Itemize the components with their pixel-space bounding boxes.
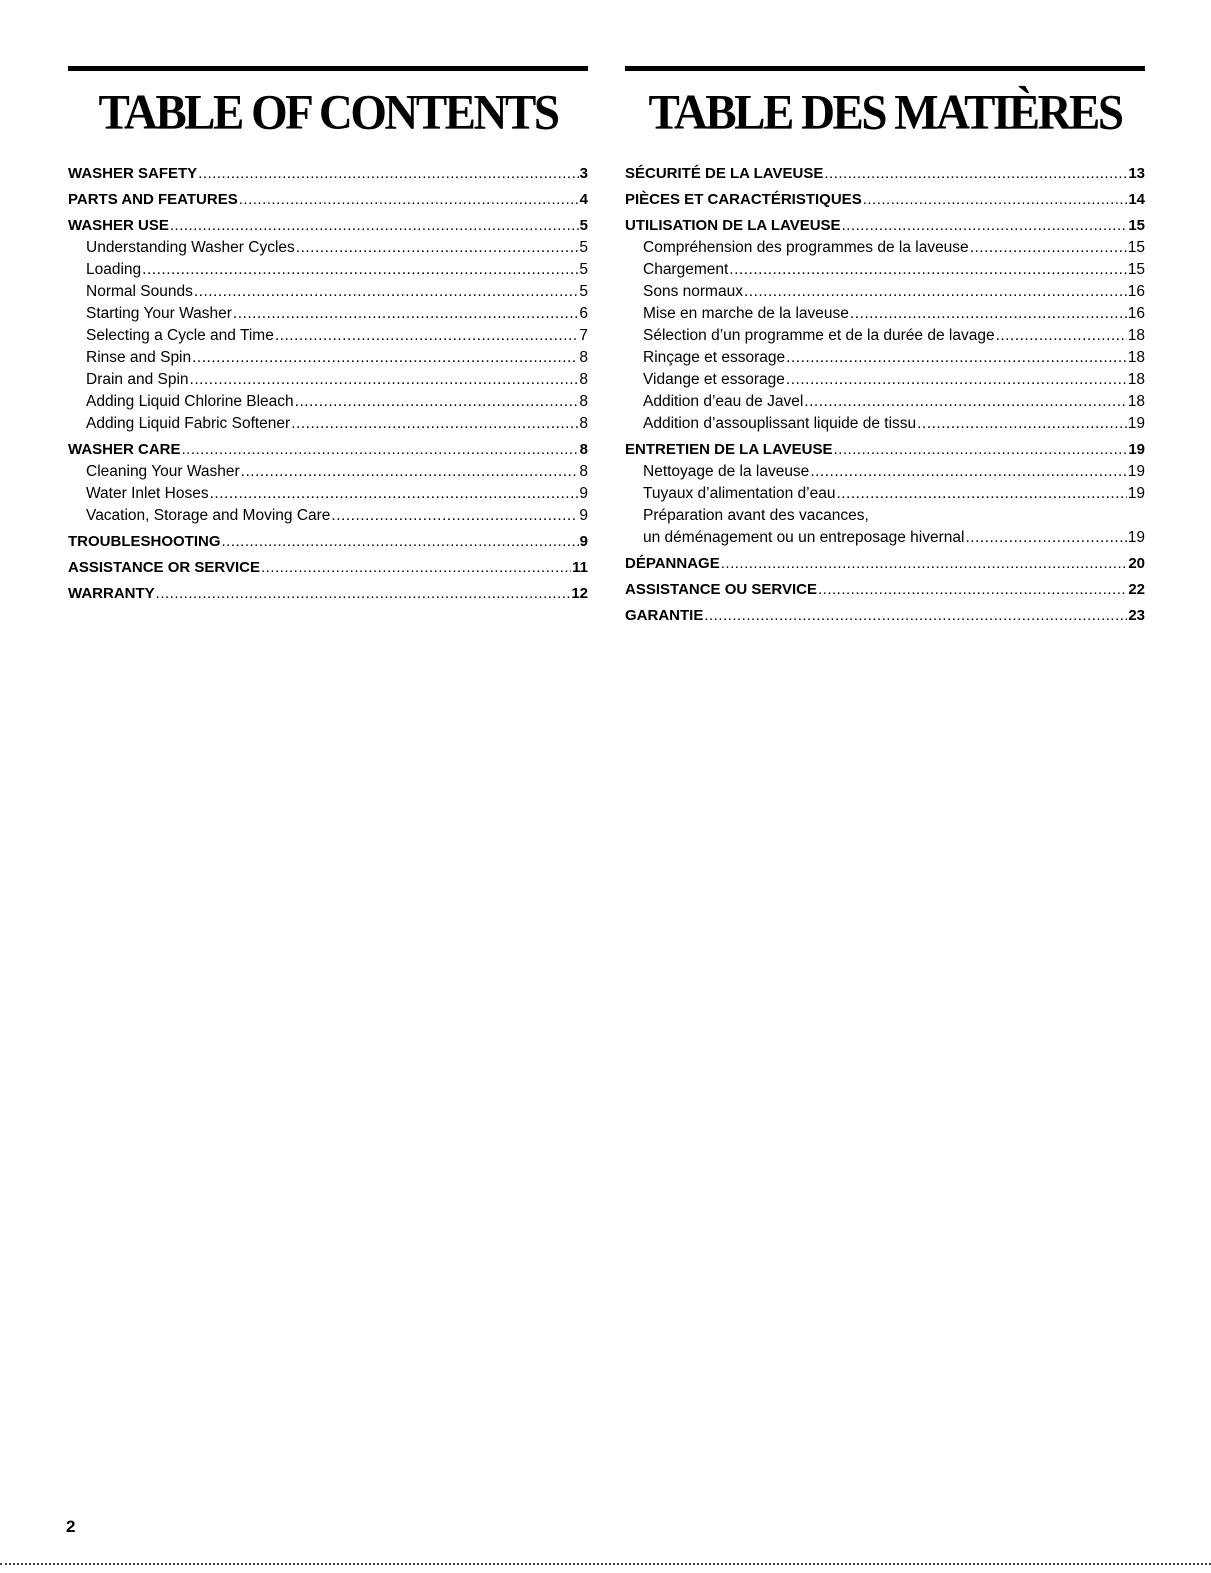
toc-entry-title: WASHER CARE	[68, 441, 181, 458]
dot-leader	[241, 461, 579, 483]
toc-entry-title: WASHER USE	[68, 217, 169, 234]
dot-leader	[818, 579, 1127, 601]
dot-leader	[917, 413, 1127, 435]
toc-subsection-entry	[625, 505, 1145, 527]
toc-subsection-entry	[625, 369, 1145, 391]
dot-leader	[198, 163, 578, 185]
toc-subsection-entry	[68, 347, 588, 369]
toc-subsection-entry	[68, 281, 588, 303]
toc-entry-page: 23	[1128, 607, 1145, 624]
toc-subsection-entry	[68, 413, 588, 435]
toc-entry-page: 8	[579, 463, 588, 480]
dot-leader	[863, 189, 1128, 211]
dot-leader	[786, 369, 1127, 391]
toc-entry-page: 19	[1127, 529, 1145, 546]
toc-entry-page: 8	[579, 371, 588, 388]
toc-section-entry	[68, 189, 588, 211]
toc-heading: TABLE DES MATIÈRES	[648, 85, 1122, 140]
toc-entry-title: Tuyaux d’alimentation d’eau	[643, 485, 836, 502]
toc-entry-title: Starting Your Washer	[86, 305, 232, 322]
heading-rule	[625, 66, 1145, 71]
toc-entry-page: 8	[579, 441, 588, 458]
toc-entry-title: Rinçage et essorage	[643, 349, 786, 366]
dot-leader	[804, 391, 1126, 413]
toc-entry-title: SÉCURITÉ DE LA LAVEUSE	[625, 165, 824, 182]
page-number: 2	[66, 1517, 76, 1536]
toc-entry-title: Rinse and Spin	[86, 349, 192, 366]
toc-subsection-entry	[68, 237, 588, 259]
toc-entry-page: 8	[579, 393, 588, 410]
dot-leader	[182, 439, 579, 461]
toc-section-entry	[68, 163, 588, 185]
heading-rule	[68, 66, 588, 71]
toc-entry-page: 12	[571, 585, 588, 602]
toc-subsection-entry	[625, 527, 1145, 549]
toc-subsection-entry	[68, 369, 588, 391]
toc-subsection-entry	[68, 325, 588, 347]
toc-subsection-entry	[68, 259, 588, 281]
toc-entry-page: 15	[1127, 239, 1145, 256]
toc-entry-page: 5	[579, 217, 588, 234]
toc-entry-title: Understanding Washer Cycles	[86, 239, 295, 256]
toc-entry-title: Selecting a Cycle and Time	[86, 327, 274, 344]
dot-leader	[296, 237, 579, 259]
toc-subsection-entry	[625, 237, 1145, 259]
toc-section-entry	[68, 531, 588, 553]
toc-entry-page: 3	[579, 165, 588, 182]
toc-entry-title: Water Inlet Hoses	[86, 485, 209, 502]
dot-leader	[965, 527, 1126, 549]
dot-leader	[704, 605, 1127, 627]
toc-section-entry	[625, 579, 1145, 601]
dot-leader	[142, 259, 578, 281]
toc-entry-page: 19	[1127, 463, 1145, 480]
dot-leader	[275, 325, 579, 347]
toc-entry-title: Compréhension des programmes de la laveuse	[643, 239, 969, 256]
toc-subsection-entry	[625, 413, 1145, 435]
toc-entry-title: WASHER SAFETY	[68, 165, 198, 182]
toc-list	[68, 163, 588, 605]
toc-section-entry	[625, 605, 1145, 627]
dot-leader	[824, 163, 1127, 185]
toc-entry-page: 8	[579, 349, 588, 366]
toc-entry-title: Chargement	[643, 261, 729, 278]
toc-entry-page: 9	[579, 533, 588, 550]
dot-leader	[261, 557, 571, 579]
dot-leader	[233, 303, 578, 325]
dot-leader	[834, 439, 1128, 461]
toc-entry-title: Adding Liquid Fabric Softener	[86, 415, 291, 432]
toc-subsection-entry	[625, 347, 1145, 369]
toc-entry-page: 5	[579, 261, 588, 278]
toc-entry-title: Vidange et essorage	[643, 371, 785, 388]
dot-leader	[192, 347, 578, 369]
toc-entry-title: Préparation avant des vacances,	[643, 507, 869, 524]
toc-entry-title: Loading	[86, 261, 142, 278]
toc-section-entry	[68, 215, 588, 237]
toc-entry-title: Drain and Spin	[86, 371, 189, 388]
toc-entry-title: Addition d’assouplissant liquide de tissu	[643, 415, 917, 432]
toc-entry-page: 9	[579, 507, 588, 524]
toc-entry-page: 15	[1128, 217, 1145, 234]
toc-entry-title: WARRANTY	[68, 585, 155, 602]
dot-leader	[190, 369, 579, 391]
toc-subsection-entry	[625, 259, 1145, 281]
toc-entry-page: 6	[579, 305, 588, 322]
toc-entry-title: DÉPANNAGE	[625, 555, 720, 572]
toc-subsection-entry	[68, 505, 588, 527]
toc-entry-page: 13	[1128, 165, 1145, 182]
toc-subsection-entry	[625, 303, 1145, 325]
toc-subsection-entry	[625, 281, 1145, 303]
toc-subsection-entry	[68, 483, 588, 505]
toc-section-entry	[625, 163, 1145, 185]
toc-entry-title: Normal Sounds	[86, 283, 193, 300]
dot-leader	[850, 303, 1127, 325]
toc-entry-title: PIÈCES ET CARACTÉRISTIQUES	[625, 191, 862, 208]
toc-entry-page: 19	[1127, 485, 1145, 502]
toc-entry-title: Adding Liquid Chlorine Bleach	[86, 393, 294, 410]
toc-subsection-entry	[68, 461, 588, 483]
toc-entry-page: 16	[1127, 305, 1145, 322]
toc-entry-title: Mise en marche de la laveuse	[643, 305, 849, 322]
dot-leader	[721, 553, 1128, 575]
toc-section-entry	[68, 439, 588, 461]
toc-entry-page: 19	[1127, 415, 1145, 432]
dot-leader	[744, 281, 1127, 303]
toc-entry-page: 22	[1128, 581, 1145, 598]
toc-section-entry	[625, 439, 1145, 461]
toc-french	[625, 66, 1145, 627]
dot-leader	[810, 461, 1126, 483]
toc-subsection-entry	[625, 461, 1145, 483]
toc-entry-page: 11	[572, 559, 588, 576]
toc-entry-title: TROUBLESHOOTING	[68, 533, 221, 550]
dot-leader	[291, 413, 578, 435]
toc-entry-page: 5	[579, 283, 588, 300]
toc-entry-page: 19	[1128, 441, 1145, 458]
toc-entry-page: 14	[1128, 191, 1145, 208]
toc-section-entry	[68, 557, 588, 579]
toc-entry-title: ASSISTANCE OR SERVICE	[68, 559, 260, 576]
toc-entry-page: 4	[579, 191, 588, 208]
toc-entry-title: UTILISATION DE LA LAVEUSE	[625, 217, 841, 234]
toc-entry-page: 18	[1127, 327, 1145, 344]
toc-entry-title: un déménagement ou un entreposage hivernal	[643, 529, 965, 546]
toc-section-entry	[625, 189, 1145, 211]
toc-subsection-entry	[625, 325, 1145, 347]
toc-subsection-entry	[625, 391, 1145, 413]
dot-leader	[836, 483, 1126, 505]
dot-leader	[194, 281, 579, 303]
toc-entry-page: 18	[1127, 371, 1145, 388]
toc-entry-page: 18	[1127, 349, 1145, 366]
toc-subsection-entry	[68, 391, 588, 413]
toc-entry-page: 16	[1127, 283, 1145, 300]
toc-entry-page: 8	[579, 415, 588, 432]
dot-leader	[295, 391, 579, 413]
toc-section-entry	[625, 215, 1145, 237]
toc-section-entry	[625, 553, 1145, 575]
toc-english	[68, 66, 588, 605]
bottom-divider	[0, 1563, 1211, 1565]
dot-leader	[222, 531, 579, 553]
toc-entry-title: PARTS AND FEATURES	[68, 191, 238, 208]
toc-entry-title: ENTRETIEN DE LA LAVEUSE	[625, 441, 833, 458]
toc-entry-title: Cleaning Your Washer	[86, 463, 240, 480]
toc-section-entry	[68, 583, 588, 605]
dot-leader	[210, 483, 579, 505]
dot-leader	[156, 583, 571, 605]
toc-entry-title: Addition d’eau de Javel	[643, 393, 804, 410]
dot-leader	[239, 189, 579, 211]
toc-subsection-entry	[68, 303, 588, 325]
toc-entry-title: Vacation, Storage and Moving Care	[86, 507, 331, 524]
toc-subsection-entry	[625, 483, 1145, 505]
toc-entry-page: 20	[1128, 555, 1145, 572]
toc-entry-page: 15	[1127, 261, 1145, 278]
dot-leader	[786, 347, 1127, 369]
dot-leader	[729, 259, 1126, 281]
dot-leader	[970, 237, 1127, 259]
dot-leader	[842, 215, 1128, 237]
toc-entry-page: 7	[579, 327, 588, 344]
toc-entry-page: 9	[579, 485, 588, 502]
toc-heading: TABLE OF CONTENTS	[98, 85, 558, 140]
dot-leader	[170, 215, 579, 237]
toc-list	[625, 163, 1145, 627]
dot-leader	[996, 325, 1127, 347]
toc-entry-title: ASSISTANCE OU SERVICE	[625, 581, 817, 598]
toc-entry-page: 5	[579, 239, 588, 256]
toc-entry-title: GARANTIE	[625, 607, 704, 624]
toc-entry-page: 18	[1127, 393, 1145, 410]
toc-entry-title: Nettoyage de la laveuse	[643, 463, 810, 480]
dot-leader	[331, 505, 578, 527]
toc-entry-title: Sélection d’un programme et de la durée de lavage	[643, 327, 995, 344]
toc-entry-title: Sons normaux	[643, 283, 743, 300]
